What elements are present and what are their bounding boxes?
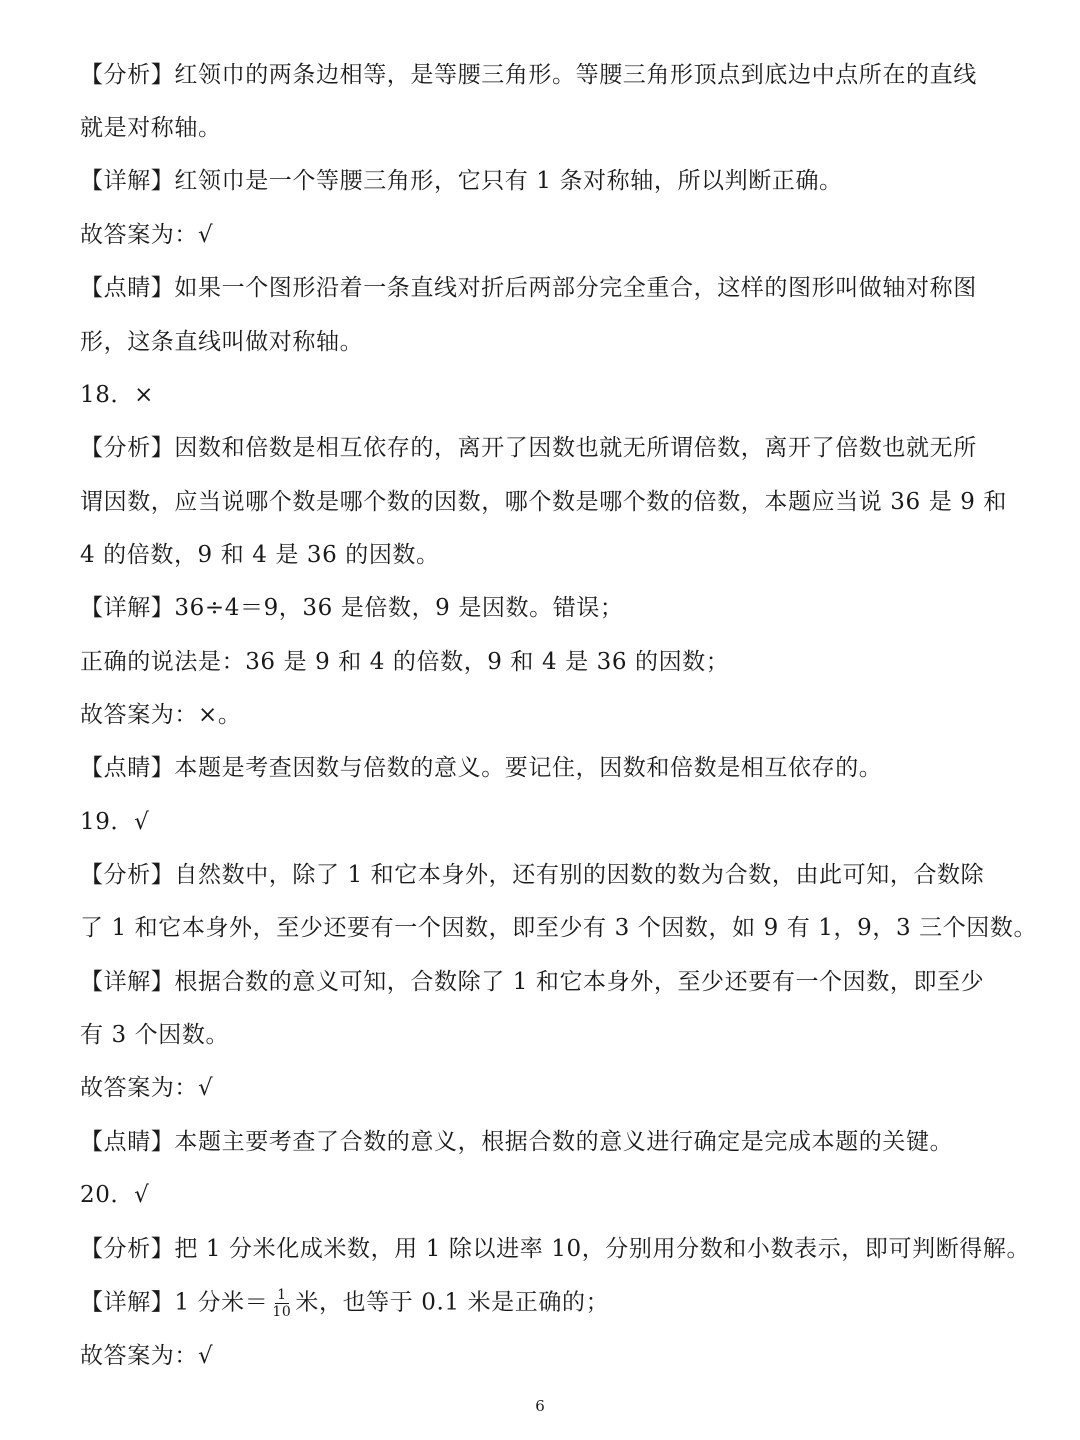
fraction: [270, 1287, 293, 1320]
text-line: 故答案为：√: [80, 222, 214, 248]
text-line: 【详解】36÷4＝9，36 是倍数，9 是因数。错误；: [80, 595, 624, 621]
question-number: 20．√: [80, 1182, 150, 1208]
text-line: 故答案为：×。: [80, 702, 242, 728]
fraction-line-before: 【详解】1 分米＝: [80, 1289, 269, 1316]
text-line: 【详解】根据合数的意义可知，合数除了 1 和它本身外，至少还要有一个因数，即至少: [80, 969, 985, 995]
text-line: 就是对称轴。: [80, 115, 222, 141]
text-line: 故答案为：√: [80, 1075, 214, 1101]
page-number: 6: [535, 1397, 545, 1415]
question-number: 18．×: [80, 382, 154, 408]
fraction-line-after: 米，也等于 0.1 米是正确的；: [295, 1289, 610, 1316]
text-line: 故答案为：√: [80, 1343, 214, 1369]
text-line: 【点睛】如果一个图形沿着一条直线对折后两部分完全重合，这样的图形叫做轴对称图: [80, 275, 977, 301]
text-line: 【分析】红领巾的两条边相等，是等腰三角形。等腰三角形顶点到底边中点所在的直线: [80, 62, 977, 88]
text-line: 【详解】红领巾是一个等腰三角形，它只有 1 条对称轴，所以判断正确。: [80, 168, 843, 194]
text-line: 形，这条直线叫做对称轴。: [80, 329, 364, 355]
text-line: 有 3 个因数。: [80, 1022, 230, 1048]
fraction-text-line: [80, 1287, 609, 1320]
text-line: 4 的倍数，9 和 4 是 36 的因数。: [80, 542, 440, 568]
text-line: 了 1 和它本身外，至少还要有一个因数，即至少有 3 个因数，如 9 有 1，9，3 三个因数。: [80, 915, 1038, 941]
fraction-numerator: 1: [277, 1287, 287, 1303]
question-number: 19．√: [80, 809, 150, 835]
text-line: 正确的说法是：36 是 9 和 4 的倍数，9 和 4 是 36 的因数；: [80, 649, 730, 675]
text-line: 【点睛】本题主要考查了合数的意义，根据合数的意义进行确定是完成本题的关键。: [80, 1129, 954, 1155]
text-line: 谓因数，应当说哪个数是哪个数的因数，哪个数是哪个数的倍数，本题应当说 36 是 9 和: [80, 489, 1007, 515]
text-line: 【点睛】本题是考查因数与倍数的意义。要记住，因数和倍数是相互依存的。: [80, 755, 883, 781]
text-line: 【分析】自然数中，除了 1 和它本身外，还有别的因数的数为合数，由此可知，合数除: [80, 862, 985, 888]
text-line: 【分析】把 1 分米化成米数，用 1 除以进率 10，分别用分数和小数表示，即可判断得解。: [80, 1236, 1031, 1262]
text-line: 【分析】因数和倍数是相互依存的，离开了因数也就无所谓倍数，离开了倍数也就无所: [80, 435, 977, 461]
fraction-denominator: 10: [272, 1304, 292, 1320]
